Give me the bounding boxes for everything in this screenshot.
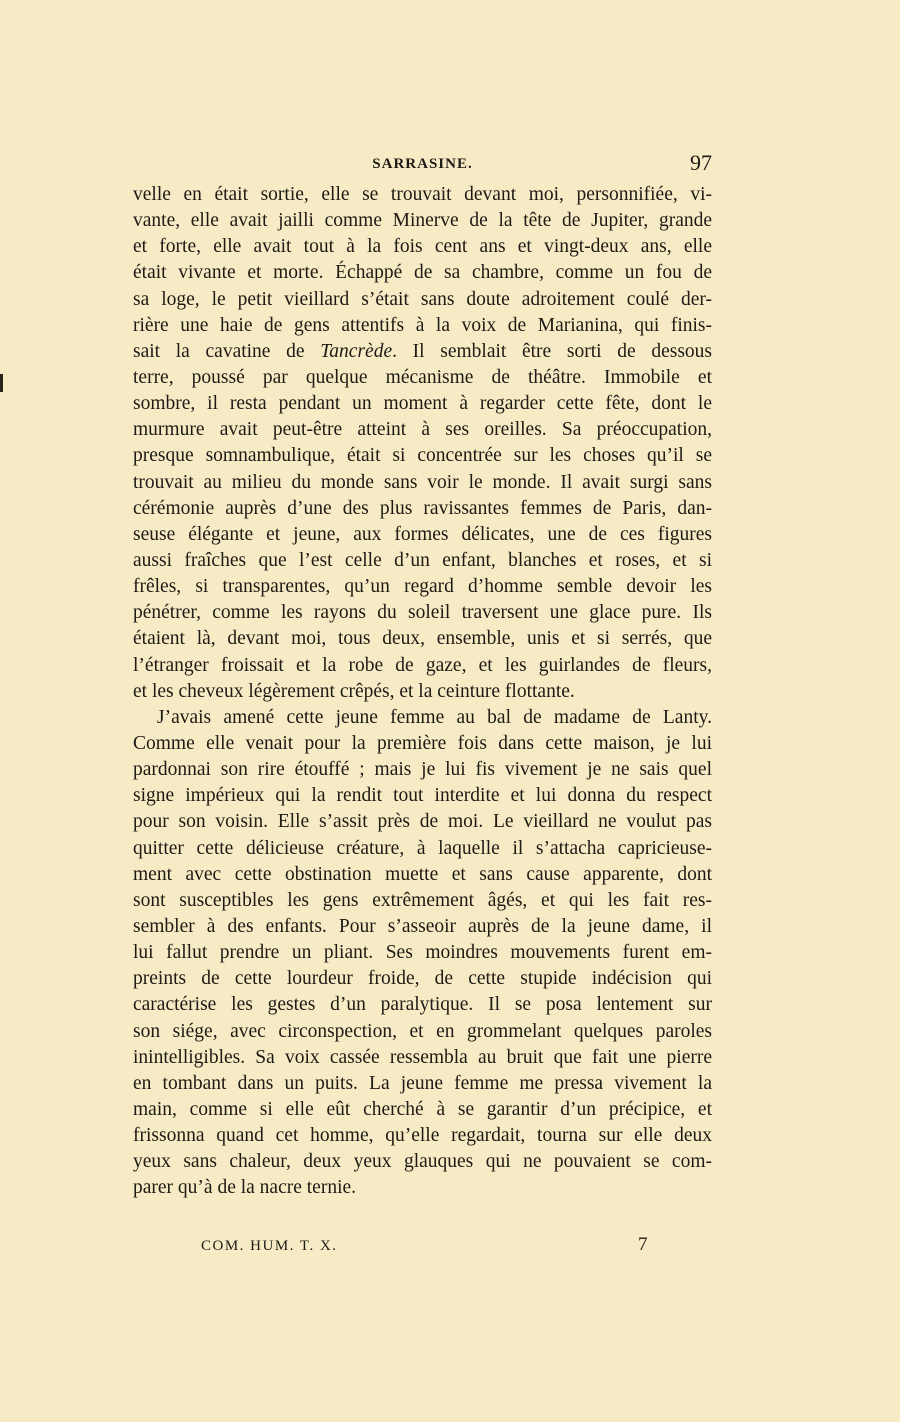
text-line: aussi fraîches que l’est celle d’un enfant, blanches et roses, et si [133, 549, 712, 571]
text-line: preints de cette lourdeur froide, de cette stupide indécision qui [133, 968, 712, 990]
text-line: pardonnai son rire étouffé ; mais je lui fis vivement je ne sais quel [133, 759, 712, 781]
text-line: était vivante et morte. Échappé de sa chambre, comme un fou de [133, 262, 712, 284]
text-line: parer qu’à de la nacre ternie. [133, 1177, 357, 1199]
text-line: et les cheveux légèrement crêpés, et la ceinture flottante. [133, 680, 575, 702]
text-line: sa loge, le petit vieillard s’était sans doute adroitement coulé der- [133, 288, 712, 310]
text-line: son siége, avec circonspection, et en grommelant quelques paroles [133, 1020, 712, 1042]
paragraph [133, 705, 712, 1202]
page-header [133, 150, 712, 180]
text-line: sont susceptibles les gens extrêmement âgés, et qui les fait res- [133, 889, 712, 911]
text-line: murmure avait peut-être atteint à ses oreilles. Sa préoccupation, [133, 419, 712, 441]
text-line: seuse élégante et jeune, aux formes délicates, une de ces figures [133, 523, 712, 545]
text-line: main, comme si elle eût cherché à se garantir d’un précipice, et [133, 1098, 712, 1120]
text-line: pénétrer, comme les rayons du soleil traversent une glace pure. Ils [133, 602, 712, 624]
page-number: 97 [690, 150, 712, 175]
signature-number: 7 [638, 1234, 648, 1255]
text-line: yeux sans chaleur, deux yeux glauques qui ne pouvaient se com- [133, 1151, 712, 1173]
text-line: presque somnambulique, était si concentrée sur les choses qu’il se [133, 445, 712, 467]
italic-title: Tancrède [320, 340, 393, 362]
text-line: velle en était sortie, elle se trouvait devant moi, personnifiée, vi- [133, 184, 712, 205]
text-line: en tombant dans un puits. La jeune femme me pressa vivement la [133, 1072, 712, 1094]
printer-signature: COM. HUM. T. X. [201, 1238, 338, 1254]
text-line: inintelligibles. Sa voix cassée ressembla au bruit que fait une pierre [133, 1046, 712, 1068]
paragraph [133, 182, 712, 705]
text-line: frissonna quand cet homme, qu’elle regardait, tourna sur elle deux [133, 1125, 712, 1147]
text-line: rière une haie de gens attentifs à la voix de Marianina, qui finis- [133, 314, 712, 336]
text-line: l’étranger froissait et la robe de gaze, et les guirlandes de fleurs, [133, 654, 712, 676]
text-line: J’avais amené cette jeune femme au bal de madame de Lanty. [157, 706, 712, 728]
text-line: sembler à des enfants. Pour s’asseoir auprès de la jeune dame, il [133, 915, 712, 937]
text-line: caractérise les gestes d’un paralytique. Il se posa lentement sur [133, 994, 712, 1016]
text-line: sombre, il resta pendant un moment à regarder cette fête, dont le [133, 393, 712, 415]
page-footer [133, 1234, 712, 1260]
text-line: Comme elle venait pour la première fois dans cette maison, je lui [133, 732, 712, 754]
running-title: SARRASINE. [372, 156, 473, 172]
text-line: vante, elle avait jailli comme Minerve de la tête de Jupiter, grande [133, 210, 712, 232]
text-line: terre, poussé par quelque mécanisme de théâtre. Immobile et [133, 366, 712, 388]
text-line: sait la cavatine de Tancrède. Il semblait être sorti de dessous [133, 340, 712, 362]
margin-mark [0, 374, 3, 392]
text-line: et forte, elle avait tout à la fois cent ans et vingt-deux ans, elle [133, 236, 712, 258]
text-line: quitter cette délicieuse créature, à laquelle il s’attacha capricieuse- [133, 837, 712, 859]
text-line: pour son voisin. Elle s’assit près de moi. Le vieillard ne voulut pas [133, 811, 712, 833]
text-line: cérémonie auprès d’une des plus ravissantes femmes de Paris, dan- [133, 497, 712, 519]
page-body [133, 182, 712, 1201]
text-line: ment avec cette obstination muette et sans cause apparente, dont [133, 863, 712, 885]
text-line: trouvait au milieu du monde sans voir le monde. Il avait surgi sans [133, 471, 712, 493]
text-line: lui fallut prendre un pliant. Ses moindres mouvements furent em- [133, 942, 712, 964]
text-line: signe impérieux qui la rendit tout interdite et lui donna du respect [133, 785, 712, 807]
text-line: étaient là, devant moi, tous deux, ensemble, unis et si serrés, que [133, 628, 712, 650]
text-line: frêles, si transparentes, qu’un regard d’homme semble devoir les [133, 576, 712, 598]
